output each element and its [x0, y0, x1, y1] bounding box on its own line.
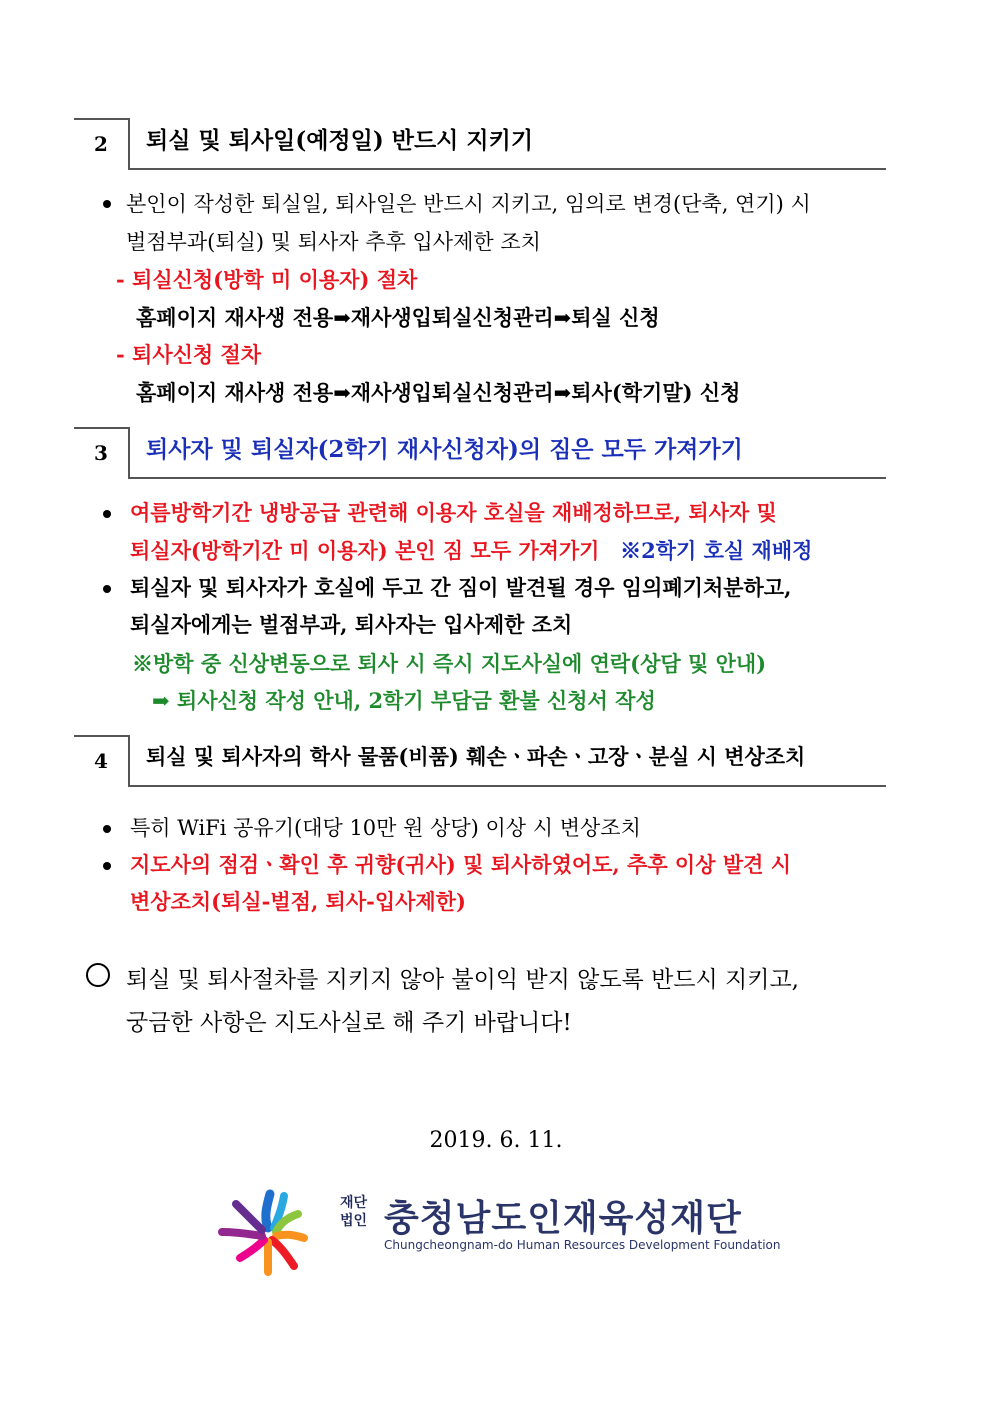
pinwheel-logo-icon [214, 1188, 326, 1278]
note-text: ※2학기 호실 재배정 [620, 538, 813, 563]
section-underline [128, 785, 886, 787]
section-underline [128, 168, 886, 170]
bullet-icon [103, 200, 111, 208]
organization-name: 충청남도인재육성재단 [384, 1198, 742, 1239]
section-4-header [74, 735, 886, 787]
procedure-path: 홈페이지 재사생 전용➡재사생입퇴실신청관리➡퇴사(학기말) 신청 [136, 380, 741, 405]
section-title: 퇴실 및 퇴사자의 학사 물품(비품) 훼손ㆍ파손ㆍ고장ㆍ분실 시 변상조치 [146, 744, 806, 769]
body-line: 여름방학기간 냉방공급 관련해 이용자 호실을 재배정하므로, 퇴사자 및 [130, 500, 777, 525]
section-number: 4 [74, 735, 128, 785]
section-divider [128, 427, 130, 477]
section-title: 퇴사자 및 퇴실자(2학기 재사신청자)의 짐은 모두 가져가기 [146, 436, 743, 463]
body-line: 지도사의 점검ㆍ확인 후 귀향(귀사) 및 퇴사하였어도, 추후 이상 발견 시 [130, 852, 791, 877]
section-3-header [74, 427, 886, 479]
section-title: 퇴실 및 퇴사일(예정일) 반드시 지키기 [146, 127, 534, 154]
document-date: 2019. 6. 11. [429, 1128, 563, 1153]
bullet-icon [103, 825, 111, 833]
body-line: 벌점부과(퇴실) 및 퇴사자 추후 입사제한 조치 [126, 230, 541, 254]
section-divider [128, 735, 130, 785]
bullet-icon [103, 585, 111, 593]
organization-logo [214, 1188, 794, 1278]
body-line: 특히 WiFi 공유기(대당 10만 원 상당) 이상 시 변상조치 [130, 816, 641, 840]
body-line: 퇴실자에게는 벌점부과, 퇴사자는 입사제한 조치 [130, 612, 573, 637]
body-line: 본인이 작성한 퇴실일, 퇴사일은 반드시 지키고, 임의로 변경(단축, 연기) 시 [126, 192, 811, 216]
closing-line: 퇴실 및 퇴사절차를 지키지 않아 불이익 받지 않도록 반드시 지키고, [126, 967, 799, 993]
body-line: 퇴실자 및 퇴사자가 호실에 두고 간 짐이 발견될 경우 임의폐기처분하고, [130, 575, 792, 600]
section-underline [128, 477, 886, 479]
body-line [130, 535, 812, 565]
procedure-heading: - 퇴실신청(방학 미 이용자) 절차 [116, 267, 418, 292]
section-2-header [74, 118, 886, 170]
section-number: 2 [74, 118, 128, 168]
bullet-icon [103, 862, 111, 870]
procedure-heading: - 퇴사신청 절차 [116, 342, 262, 367]
section-divider [128, 118, 130, 168]
body-text: 퇴실자(방학기간 미 이용자) 본인 짐 모두 가져가기 [130, 538, 600, 563]
section-number: 3 [74, 427, 128, 477]
circle-bullet-icon [86, 963, 110, 987]
body-line: 변상조치(퇴실-벌점, 퇴사-입사제한) [130, 889, 466, 914]
note-line: ※방학 중 신상변동으로 퇴사 시 즉시 지도사실에 연락(상담 및 안내) [132, 651, 767, 676]
procedure-path: 홈페이지 재사생 전용➡재사생입퇴실신청관리➡퇴실 신청 [136, 305, 660, 330]
bullet-icon [103, 510, 111, 518]
organization-english-name: Chungcheongnam-do Human Resources Development Foundation [384, 1238, 781, 1252]
organization-prefix: 재단 법인 [340, 1195, 368, 1229]
closing-line: 궁금한 사항은 지도사실로 해 주기 바랍니다! [126, 1010, 572, 1036]
note-line: ➡ 퇴사신청 작성 안내, 2학기 부담금 환불 신청서 작성 [152, 688, 656, 713]
